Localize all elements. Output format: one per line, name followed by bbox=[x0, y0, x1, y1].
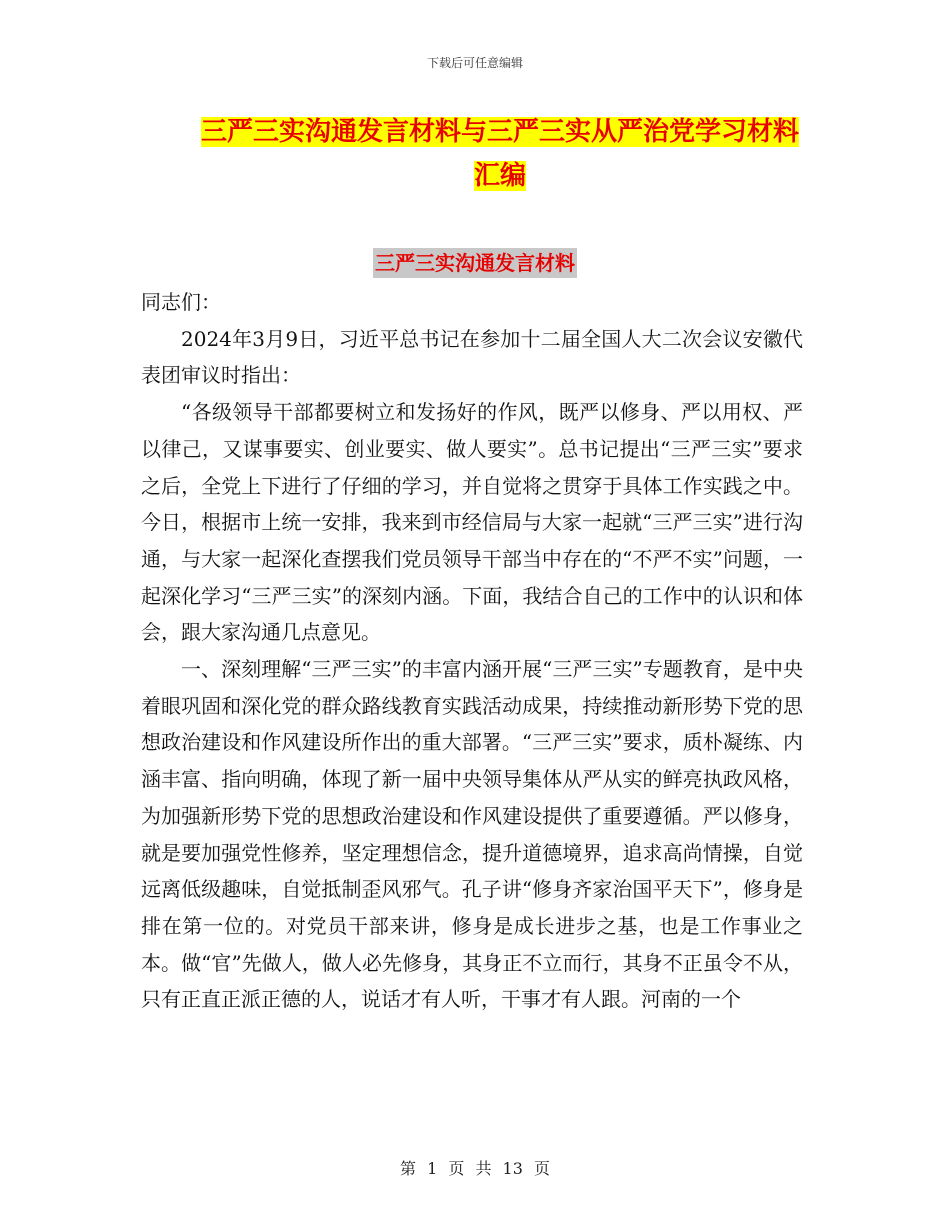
document-title bbox=[150, 110, 850, 198]
header-note: 下载后可任意编辑 bbox=[426, 56, 523, 70]
paragraph: 一、深刻理解“三严三实”的丰富内涵开展“三严三实”专题教育，是中央着眼巩固和深化党的群众路线教育实践活动成果，持续推动新形势下党的思想政治建设和作风建设所作出的重大部署。“三严三实”要求，质朴凝练、内涵丰富、指向明确，体现了新一届中央领导集体从严从实的鲜亮执政风格，为加强新形势下党的思想政治建设和作风建设提供了重要遵循。严以修身，就是要加强党性修养，坚定理想信念，提升道德境界，追求高尚情操，自觉远离低级趣味，自觉抵制歪风邪气。孔子讲“修身齐家治国平天下”，修身是排在第一位的。对党员干部来讲，修身是成长进步之基，也是工作事业之本。做“官”先做人，做人必先修身，其身正不立而行，其身不正虽令不从，只有正直正派正德的人，说话才有人听，干事才有人跟。河南的一个 bbox=[141, 657, 803, 1012]
paragraph: 2024年3月9日，习近平总书记在参加十二届全国人大二次会议安徽代表团审议时指出： bbox=[141, 326, 803, 388]
section-heading-text: 三严三实沟通发言材料 bbox=[373, 248, 577, 278]
document-body bbox=[141, 284, 803, 1018]
salutation: 同志们： bbox=[141, 290, 221, 314]
document-title-line1: 三严三实沟通发言材料与三严三实从严治党学习材料 bbox=[200, 117, 799, 147]
paragraph: “各级领导干部都要树立和发扬好的作风，既严以修身、严以用权、严以律己，又谋事要实、创业要实、做人要实”。总书记提出“三严三实”要求之后，全党上下进行了仔细的学习，并自觉将之贯穿于具体工作实践之中。今日，根据市上统一安排，我来到市经信局与大家一起就“三严三实”进行沟通，与大家一起深化查摆我们党员领导干部当中存在的“不严不实”问题，一起深化学习“三严三实”的深刻内涵。下面，我结合自己的工作中的认识和体会，跟大家沟通几点意见。 bbox=[141, 400, 803, 645]
section-heading bbox=[0, 248, 950, 278]
page-number: 第 1 页 共 13 页 bbox=[400, 1159, 550, 1178]
document-title-line2: 汇编 bbox=[473, 161, 526, 191]
